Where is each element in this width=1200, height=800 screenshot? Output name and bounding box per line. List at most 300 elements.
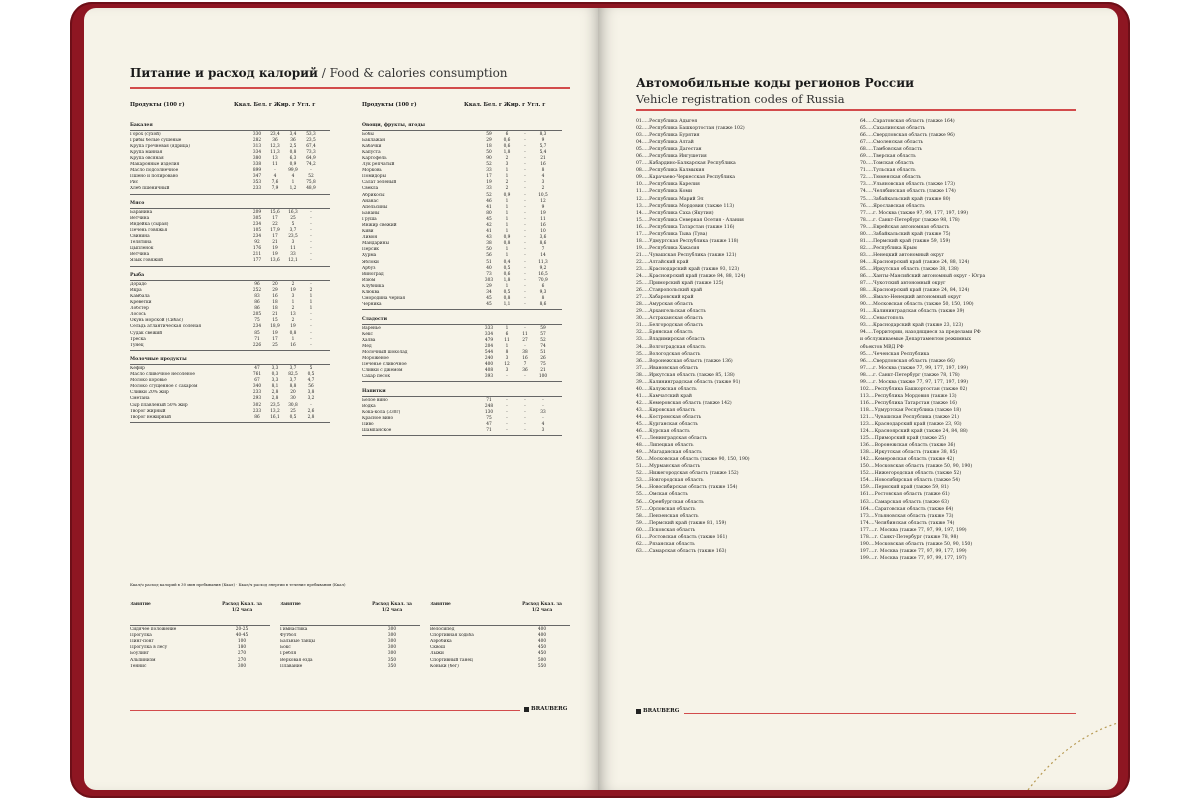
region-code-row: 39.....Калининградская область (также 91) [636, 379, 741, 385]
region-code-row: 51.....Мурманская область [636, 464, 701, 470]
food-value: - [524, 162, 526, 168]
vehicle-title-en: Vehicle registration codes of Russia [636, 92, 845, 106]
food-value: 0,9 [289, 162, 297, 168]
food-value: 11 [540, 216, 546, 222]
activity-name: Лыжи [430, 651, 444, 657]
food-value: - [524, 204, 526, 210]
food-name: Свинина [130, 234, 150, 240]
region-code-row: 61.....Ростовская область (также 161) [636, 534, 728, 540]
region-code-row: 23.....Краснодарский край (также 93, 123) [636, 266, 740, 272]
food-value: - [524, 174, 526, 180]
food-value: 11,3 [270, 149, 280, 155]
food-value: 86 [254, 414, 260, 420]
food-value: - [524, 259, 526, 265]
food-value: 36 [522, 368, 528, 374]
food-name: Макаронные изделия [130, 162, 180, 168]
brand-label-left: BRAUBERG [531, 706, 568, 712]
food-value: 8 [505, 349, 509, 355]
group-divider [362, 324, 562, 325]
food-row [130, 258, 330, 264]
food-value: 0,5 [503, 265, 511, 271]
food-name: Сливки с джемом [362, 368, 403, 374]
food-value: - [524, 290, 526, 296]
region-code-row: 81.....Пермский край (также 59, 159) [860, 238, 951, 244]
food-value: 36 [290, 137, 296, 143]
region-code-row: 173....Ульяновская область (также 73) [860, 513, 954, 519]
food-value: 2 [291, 306, 295, 312]
food-value: - [524, 137, 526, 143]
activity-name: Аэробика [430, 638, 452, 644]
region-code-row: 11.....Республика Коми [636, 189, 693, 195]
corner-dots-icon [598, 8, 1118, 790]
food-value: 2,6 [307, 408, 315, 414]
region-code-row: 18.....Удмуртская Республика (также 118) [636, 238, 739, 244]
food-value: 1 [291, 300, 295, 306]
activity-header-name: Занятие [130, 602, 151, 607]
region-code-row: 79.....Еврейская автономная область [860, 224, 950, 230]
region-code-row: 65.....Сахалинская область [860, 126, 926, 132]
food-value: 5 [291, 221, 295, 227]
food-value: 64,9 [306, 155, 316, 161]
food-value: 45 [486, 302, 492, 308]
food-value: 234 [252, 324, 262, 330]
food-value: - [524, 343, 526, 349]
food-name: Кефир [130, 365, 145, 371]
activity-header-value: Расход Ккал. за 1/2 часа [522, 602, 562, 614]
food-value: - [524, 149, 526, 155]
region-code-row: 06.....Республика Ингушетия [636, 154, 707, 160]
region-code-row: 37.....Ивановская область [636, 365, 699, 371]
food-value: - [524, 397, 526, 403]
food-value: 17 [486, 174, 492, 180]
food-value: 3,7 [289, 378, 297, 384]
region-code-row: 74.....Челябинская область (также 174) [860, 189, 956, 195]
food-value: 18,9 [270, 324, 280, 330]
food-value: 1 [505, 325, 509, 331]
food-table-left [130, 122, 330, 428]
food-value: 3 [291, 240, 295, 246]
food-value: - [524, 216, 526, 222]
food-value: 2 [541, 186, 545, 192]
region-code-row: 76.....Ярославская область [860, 203, 925, 209]
food-value: 3 [505, 355, 509, 361]
food-value: 33 [540, 409, 546, 415]
region-code-row: 04.....Республика Алтай [636, 140, 694, 146]
food-value: 40 [486, 265, 492, 271]
region-code-row: 68.....Тамбовская область [860, 147, 922, 153]
activity-name: Пинг-понг [130, 638, 154, 644]
region-code-row: 41.....Камчатский край [636, 393, 692, 399]
food-name: Шампанское [362, 428, 392, 433]
activity-kcal: 300 [387, 626, 397, 632]
food-value: 0,8 [289, 330, 297, 336]
food-value: - [524, 415, 526, 421]
activity-name: Гребля [280, 651, 297, 657]
food-value: 761 [252, 372, 262, 378]
region-code-row: 07.....Кабардино-Балкарская Республика [636, 161, 736, 167]
food-value: 177 [252, 258, 262, 264]
food-name: Лук репчатый [362, 162, 395, 168]
activity-name: Сквош [430, 645, 445, 651]
food-value: - [310, 234, 312, 240]
region-code-row: 28.....Амурская область [636, 302, 694, 308]
food-name: Творог жирный [130, 408, 166, 414]
food-name: Сыр плавленый 50% жир [130, 402, 188, 408]
food-value: - [310, 215, 312, 221]
activity-kcal: 270 [237, 657, 247, 663]
food-value: - [310, 168, 312, 174]
food-value: 16 [290, 342, 296, 348]
food-value: 20 [272, 281, 278, 287]
region-code-row: 116....Республика Татарстан (также 16) [860, 400, 957, 406]
activity-header-value: Расход Ккал. за 1/2 часа [222, 602, 262, 614]
food-value: 33 [486, 186, 492, 192]
food-value: 13,6 [270, 258, 280, 264]
food-value: - [310, 336, 312, 342]
group-divider [362, 130, 562, 131]
food-name: Цыпленок [130, 246, 154, 252]
food-value: 334 [484, 331, 494, 337]
region-code-row: 80.....Забайкальский край (также 75) [860, 231, 951, 237]
food-value: 5 [309, 365, 313, 371]
food-value: 25 [290, 215, 296, 221]
food-name: Арбуз [362, 265, 376, 271]
group-divider [362, 435, 562, 436]
food-value: - [542, 397, 544, 403]
food-value: 18 [272, 300, 278, 306]
food-value: 7,6 [271, 180, 279, 186]
food-value: 23,5 [288, 234, 298, 240]
food-value: - [524, 186, 526, 192]
food-value: 41 [486, 229, 492, 235]
group-divider [130, 364, 330, 365]
activity-kcal: 300 [387, 651, 397, 657]
food-value: 8,6 [539, 241, 547, 247]
activity-header [430, 602, 570, 624]
activity-kcal: 40-45 [235, 632, 249, 638]
food-name: Молочный шоколад [362, 349, 408, 355]
food-name: Молоко сгущенное с сахаром [130, 384, 198, 390]
region-code-row: 34.....Волгоградская область [636, 344, 706, 350]
food-value: 205 [252, 312, 262, 318]
activity-name: Альпинизм [130, 657, 156, 663]
food-name: Мед [362, 343, 372, 349]
food-value: 0,5 [289, 414, 297, 420]
group-divider [130, 350, 330, 351]
food-group-title: Сладости [362, 316, 388, 322]
food-value: - [524, 241, 526, 247]
footer-line [130, 710, 520, 711]
food-value: 51 [486, 259, 492, 265]
region-code-row: 152....Нижегородская область (также 52) [860, 471, 962, 477]
region-code-row: 58.....Пензенская область [636, 513, 699, 519]
region-code-row: 05.....Республика Дагестан [636, 147, 702, 153]
region-code-row: 178....г. Санкт-Петербург (также 78, 98) [860, 534, 959, 540]
food-value: 27 [522, 337, 528, 343]
group-divider [130, 266, 330, 267]
food-name: Печень говяжья [130, 228, 168, 233]
food-name: Хурма [362, 253, 377, 259]
food-value: 9,3 [539, 290, 547, 296]
region-code-row: 44.....Костромская область [636, 414, 702, 420]
region-code-row: 36.....Воронежская область (также 136) [636, 358, 733, 364]
food-value: 3 [291, 293, 295, 299]
food-value: - [310, 324, 312, 330]
food-value: 71 [254, 336, 260, 342]
food-value: - [524, 253, 526, 259]
food-name: Черника [362, 302, 382, 308]
region-code-row: 94.....Территории, находящиеся за пределами РФ [860, 330, 981, 336]
food-value: 11 [504, 337, 510, 343]
food-value: - [506, 415, 508, 421]
activity-kcal: 270 [237, 651, 247, 657]
food-name: Горох (сухой) [130, 131, 161, 137]
food-group-title: Молочные продукты [130, 357, 187, 363]
food-name: Тунец [130, 342, 144, 348]
food-value: 17,9 [270, 228, 280, 233]
food-name: Телятина [130, 240, 152, 246]
food-title [130, 66, 508, 80]
food-value: 7,9 [271, 186, 279, 192]
food-value: 99,9 [288, 168, 298, 174]
food-value: 86 [254, 300, 260, 306]
food-name: Кока-кола (330г) [362, 409, 401, 415]
food-value: 71 [486, 428, 492, 433]
activity-table-3 [430, 602, 570, 670]
food-value: 0,6 [503, 137, 511, 143]
region-code-row: 70.....Томская область [860, 161, 914, 167]
region-code-row: 56.....Оренбургская область [636, 499, 704, 505]
food-value: - [524, 325, 526, 331]
region-code-row: 01.....Республика Адыгея [636, 119, 698, 124]
food-name: Яблоки [362, 259, 379, 265]
food-name: Белое вино [362, 397, 388, 403]
group-divider [362, 396, 562, 397]
food-name: Лимон [362, 235, 378, 241]
group-divider [362, 309, 562, 310]
food-value: - [506, 409, 508, 415]
region-code-row: 163....Самарская область (также 63) [860, 499, 949, 505]
food-value: 305 [252, 215, 262, 221]
food-value: 74 [540, 343, 546, 349]
food-name: Водка [362, 403, 376, 409]
food-value: 38 [522, 349, 528, 355]
food-value: - [524, 283, 526, 289]
food-value: 19 [290, 287, 296, 293]
region-code-row: 161....Ростовская область (также 61) [860, 492, 950, 498]
activity-divider [280, 625, 420, 626]
food-value: - [524, 302, 526, 308]
food-name: Баранина [130, 209, 153, 215]
food-value: 1,2 [289, 186, 297, 192]
food-name: Варенье [362, 325, 381, 331]
food-value: 53,3 [306, 131, 316, 137]
food-value: 42 [486, 223, 492, 228]
food-value: 233 [252, 408, 262, 414]
food-value: 2,8 [271, 390, 279, 396]
food-name: Лосось [130, 312, 146, 318]
food-value: 313 [252, 143, 262, 149]
food-value: 3,6 [539, 235, 547, 241]
brand-label-right: BRAUBERG [643, 708, 680, 714]
activity-divider [430, 625, 570, 626]
activity-name: Плавание [280, 663, 303, 669]
region-code-row: 92.....Севастополь [860, 316, 904, 322]
food-name: Персик [362, 247, 379, 253]
activity-name: Спортивный танец [430, 657, 473, 663]
food-value: 4 [541, 174, 545, 180]
food-name: Лобстер [130, 306, 149, 312]
activity-kcal: 500 [537, 657, 547, 663]
food-value: 73,3 [306, 149, 316, 155]
food-value: 330 [252, 131, 262, 137]
food-value: - [310, 246, 312, 252]
region-code-row: 113....Республика Мордовия (также 13) [860, 393, 957, 399]
food-row [362, 428, 562, 434]
food-value: 19 [540, 210, 546, 216]
food-value: 59 [486, 131, 492, 137]
region-code-row: 40.....Калужская область [636, 386, 697, 392]
food-value: 1 [505, 229, 509, 235]
food-value: 1,1 [503, 302, 511, 308]
food-value: 1 [309, 293, 313, 299]
food-value: 74,2 [306, 162, 316, 168]
activity-table-2 [280, 602, 420, 670]
food-value: 30 [290, 396, 296, 402]
region-code-row: 95.....Чеченская Республика [860, 351, 930, 357]
activity-name: Гимнастика [280, 626, 308, 632]
food-value: 34 [486, 290, 492, 296]
activity-kcal: 300 [387, 645, 397, 651]
food-name: Сливки 20% жир [130, 390, 169, 396]
food-value: 45 [486, 216, 492, 222]
region-code-row: 96.....Свердловская область (также 66) [860, 358, 955, 364]
activity-name: Велосипед [430, 626, 455, 632]
food-value: 338 [252, 162, 262, 168]
title-underline [130, 87, 570, 89]
region-code-row: 49.....Магаданская область [636, 450, 702, 456]
food-value: 3 [541, 180, 545, 186]
food-value: 12 [540, 198, 546, 204]
food-name: Масло сливочное несоленое [130, 372, 195, 378]
region-code-row: 15.....Республика Северная Осетия - Алания [636, 217, 744, 223]
activity-name: Боулинг [130, 651, 149, 657]
region-code-row: 47.....Ленинградская область [636, 436, 708, 442]
food-value: 0,9 [503, 235, 511, 241]
food-value: - [542, 403, 544, 409]
food-value: 0,3 [271, 372, 279, 378]
food-value: 1 [505, 343, 509, 349]
food-name: Молоко коровье [130, 378, 167, 384]
region-code-row: 174....Челябинская область (также 74) [860, 520, 955, 526]
food-value: 293 [252, 396, 262, 402]
food-value: 2 [505, 186, 509, 192]
food-value: 3,3 [271, 378, 279, 384]
col-header-nutrients-2: Ккал. Бел. г Жир. г Угл. г [464, 102, 546, 108]
food-name: Апельсины [362, 204, 388, 210]
food-value: 16 [540, 162, 546, 168]
region-code-row: 102....Республика Башкортостан (также 02) [860, 386, 968, 392]
food-value: 4 [273, 174, 277, 180]
food-value: 16,3 [288, 209, 298, 215]
region-code-row: 73.....Ульяновская область (также 173) [860, 182, 955, 188]
food-value: 52 [486, 192, 492, 198]
region-code-row: 13.....Республика Мордовия (также 113) [636, 203, 735, 209]
food-name: Язык говяжий [130, 258, 163, 264]
region-code-row: 138....Иркутская область (также 38, 85) [860, 450, 958, 456]
food-value: 0,5 [503, 290, 511, 296]
food-value: 83 [254, 293, 260, 299]
food-value: 15 [272, 318, 278, 324]
food-value: 2 [291, 281, 295, 287]
food-value: 59 [540, 325, 546, 331]
food-value: - [310, 240, 312, 246]
food-value: 1 [309, 300, 313, 306]
region-code-row: 32.....Брянская область [636, 330, 693, 336]
food-value: 23,4 [270, 131, 280, 137]
food-value: 340 [252, 384, 262, 390]
food-value: 8 [541, 168, 545, 174]
region-code-row: 57.....Орловская область [636, 506, 696, 512]
region-code-row: 29.....Архангельская область [636, 309, 706, 315]
food-value: 3,4 [289, 131, 297, 137]
region-code-row: 17.....Республика Тыва (Тува) [636, 231, 708, 237]
food-value: - [310, 318, 312, 324]
region-code-row: 199....г. Москва (также 77, 97, 99, 177, 197) [860, 555, 967, 561]
region-code-row: 82.....Республика Крым [860, 245, 917, 251]
region-code-row: 71.....Тульская область [860, 168, 916, 174]
activity-kcal: 100 [237, 638, 247, 644]
food-value: 211 [252, 252, 262, 258]
food-value: 16 [540, 223, 546, 228]
food-value: 13 [290, 312, 296, 318]
food-value: 52 [540, 337, 546, 343]
food-name: Грибы белые сушеные [130, 137, 182, 143]
food-value: 52 [486, 162, 492, 168]
food-value: 233 [252, 390, 262, 396]
food-value: 347 [252, 174, 262, 180]
food-value: - [310, 330, 312, 336]
food-value: 48,9 [306, 186, 316, 192]
food-value: 1 [505, 168, 509, 174]
food-value: 29 [486, 137, 492, 143]
food-name: Баклажан [362, 137, 386, 143]
food-value: 209 [252, 209, 262, 215]
food-name: Ветчина [130, 252, 150, 258]
food-value: - [506, 397, 508, 403]
food-value: - [310, 258, 312, 264]
food-value: - [274, 168, 276, 174]
region-code-row: 16.....Республика Татарстан (также 116) [636, 224, 735, 230]
food-value: 400 [484, 362, 494, 368]
food-row [362, 374, 562, 380]
region-code-row: 177....г. Москва (также 77, 97, 99, 197, 199) [860, 527, 967, 533]
food-value: 18 [272, 306, 278, 312]
food-row [130, 186, 330, 192]
food-name: Крупа овсяная [130, 155, 164, 161]
region-code-row: 22.....Алтайский край [636, 259, 689, 265]
food-value: 2,5 [289, 143, 297, 149]
food-value: 1 [291, 336, 295, 342]
food-value: 13 [272, 155, 278, 161]
region-code-row: 99.....г. Москва (также 77, 97, 177, 197, 199) [860, 379, 968, 385]
region-code-row: 125....Приморский край (также 25) [860, 436, 946, 442]
food-value: 1,8 [503, 149, 511, 155]
region-code-row: 19.....Республика Хакасия [636, 245, 700, 251]
food-name: Масло подсолнечное [130, 168, 179, 174]
food-value: 302 [252, 402, 262, 408]
region-code-row: 89.....Ямало-Ненецкий автономный округ [860, 295, 962, 301]
